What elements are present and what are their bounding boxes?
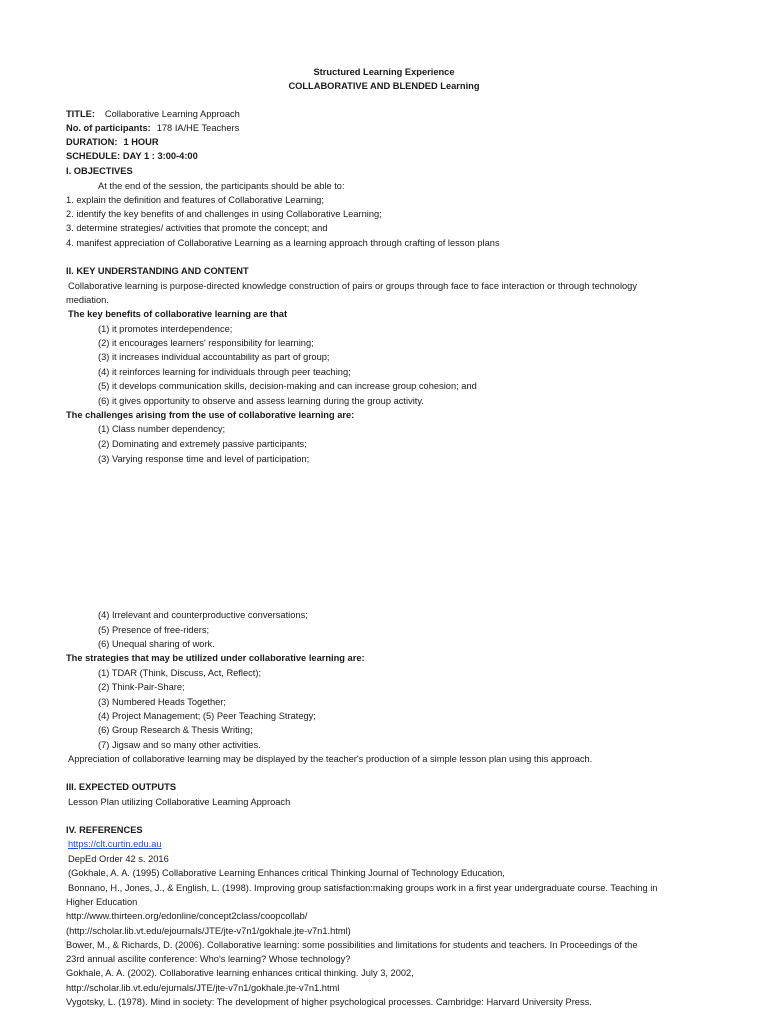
- references-heading: IV. REFERENCES: [66, 825, 143, 835]
- appreciation-text: Appreciation of collaborative learning may be displayed by the teacher's production of a simple lesson plan using this approach.: [68, 754, 593, 764]
- reference-item: http://scholar.lib.vt.edu/ejurnals/JTE/jte-v7n1/gokhale.jte-v7n1.html: [66, 983, 340, 993]
- outputs-heading: III. EXPECTED OUTPUTS: [66, 782, 177, 792]
- participants-value: 178 IA/HE Teachers: [156, 123, 240, 133]
- reference-item: Vygotsky, L. (1978). Mind in society: The development of higher psychological processes. Cambridge: Harvard University Press.: [66, 997, 592, 1007]
- reference-item: Bonnano, H., Jones, J., & English, L. (1998). Improving group satisfaction:making groups work in a first year undergraduate course. Teaching in: [68, 883, 658, 893]
- definition-text-cont: mediation.: [66, 295, 109, 305]
- challenges-heading: The challenges arising from the use of collaborative learning are:: [66, 410, 355, 420]
- duration-label: DURATION:: [66, 137, 118, 147]
- objective-item: 4. manifest appreciation of Collaborative Learning as a learning approach through crafting of lesson plans: [66, 238, 500, 248]
- participants-label: No. of participants:: [66, 123, 151, 133]
- strategy-item: (1) TDAR (Think, Discuss, Act, Reflect);: [98, 668, 262, 678]
- challenge-item: (2) Dominating and extremely passive participants;: [98, 439, 307, 449]
- participants-row: [66, 122, 239, 134]
- strategy-item: (4) Project Management; (5) Peer Teaching Strategy;: [98, 711, 316, 721]
- benefit-item: (4) it reinforces learning for individuals through peer teaching;: [98, 367, 351, 377]
- challenge-item: (3) Varying response time and level of participation;: [98, 454, 310, 464]
- reference-item: (http://scholar.lib.vt.edu/ejournals/JTE/jte-v7n1/gokhale.jte-v7n1.html): [66, 926, 351, 936]
- objective-item: 3. determine strategies/ activities that promote the concept; and: [66, 223, 328, 233]
- reference-item: (Gokhale, A. A. (1995) Collaborative Learning Enhances critical Thinking Journal of Technology Education,: [68, 868, 505, 878]
- objectives-intro: At the end of the session, the participants should be able to:: [98, 181, 345, 191]
- reference-item: 23rd annual ascilite conference: Who's learning? Whose technology?: [66, 954, 351, 964]
- objective-item: 2. identify the key benefits of and challenges in using Collaborative Learning;: [66, 209, 382, 219]
- duration-value: 1 HOUR: [123, 137, 159, 147]
- challenge-item: (6) Unequal sharing of work.: [98, 639, 215, 649]
- challenge-item: (4) Irrelevant and counterproductive conversations;: [98, 610, 308, 620]
- strategy-item: (3) Numbered Heads Together;: [98, 697, 226, 707]
- title-value: Collaborative Learning Approach: [104, 109, 240, 119]
- reference-link[interactable]: https://clt.curtin.edu.au: [68, 839, 162, 849]
- document-title: Structured Learning Experience: [313, 67, 455, 77]
- reference-item: http://www.thirteen.org/edonline/concept2class/coopcollab/: [66, 911, 308, 921]
- benefit-item: (3) it increases individual accountability as part of group;: [98, 352, 330, 362]
- challenge-item: (5) Presence of free-riders;: [98, 625, 210, 635]
- benefit-item: (2) it encourages learners' responsibility for learning;: [98, 338, 314, 348]
- definition-text: Collaborative learning is purpose-directed knowledge construction of pairs or groups through face to face interaction or through technology: [68, 281, 637, 291]
- benefit-item: (5) it develops communication skills, decision-making and can increase group cohesion; and: [98, 381, 477, 391]
- reference-item: Higher Education: [66, 897, 138, 907]
- content-heading: II. KEY UNDERSTANDING AND CONTENT: [66, 266, 249, 276]
- benefits-heading: The key benefits of collaborative learning are that: [68, 309, 288, 319]
- strategy-item: (6) Group Research & Thesis Writing;: [98, 725, 253, 735]
- document-subtitle: COLLABORATIVE AND BLENDED Learning: [288, 81, 480, 91]
- title-row: [66, 108, 240, 120]
- reference-item: Gokhale, A. A. (2002). Collaborative learning enhances critical thinking. July 3, 2002,: [66, 968, 414, 978]
- outputs-text: Lesson Plan utilizing Collaborative Learning Approach: [68, 797, 291, 807]
- challenge-item: (1) Class number dependency;: [98, 424, 226, 434]
- objectives-heading: I. OBJECTIVES: [66, 166, 133, 176]
- benefit-item: (1) it promotes interdependence;: [98, 324, 233, 334]
- strategies-heading: The strategies that may be utilized under collaborative learning are:: [66, 653, 365, 663]
- duration-row: [66, 136, 159, 148]
- reference-item: DepEd Order 42 s. 2016: [68, 854, 169, 864]
- benefit-item: (6) it gives opportunity to observe and assess learning during the group activity.: [98, 396, 424, 406]
- reference-item: Bower, M., & Richards, D. (2006). Collaborative learning: some possibilities and limitations for students and teachers. In Proceedings of the: [66, 940, 638, 950]
- title-label: TITLE:: [66, 109, 95, 119]
- strategy-item: (7) Jigsaw and so many other activities.: [98, 740, 261, 750]
- schedule-row: SCHEDULE: DAY 1 : 3:00-4:00: [66, 151, 198, 161]
- strategy-item: (2) Think-Pair-Share;: [98, 682, 185, 692]
- objective-item: 1. explain the definition and features of Collaborative Learning;: [66, 195, 324, 205]
